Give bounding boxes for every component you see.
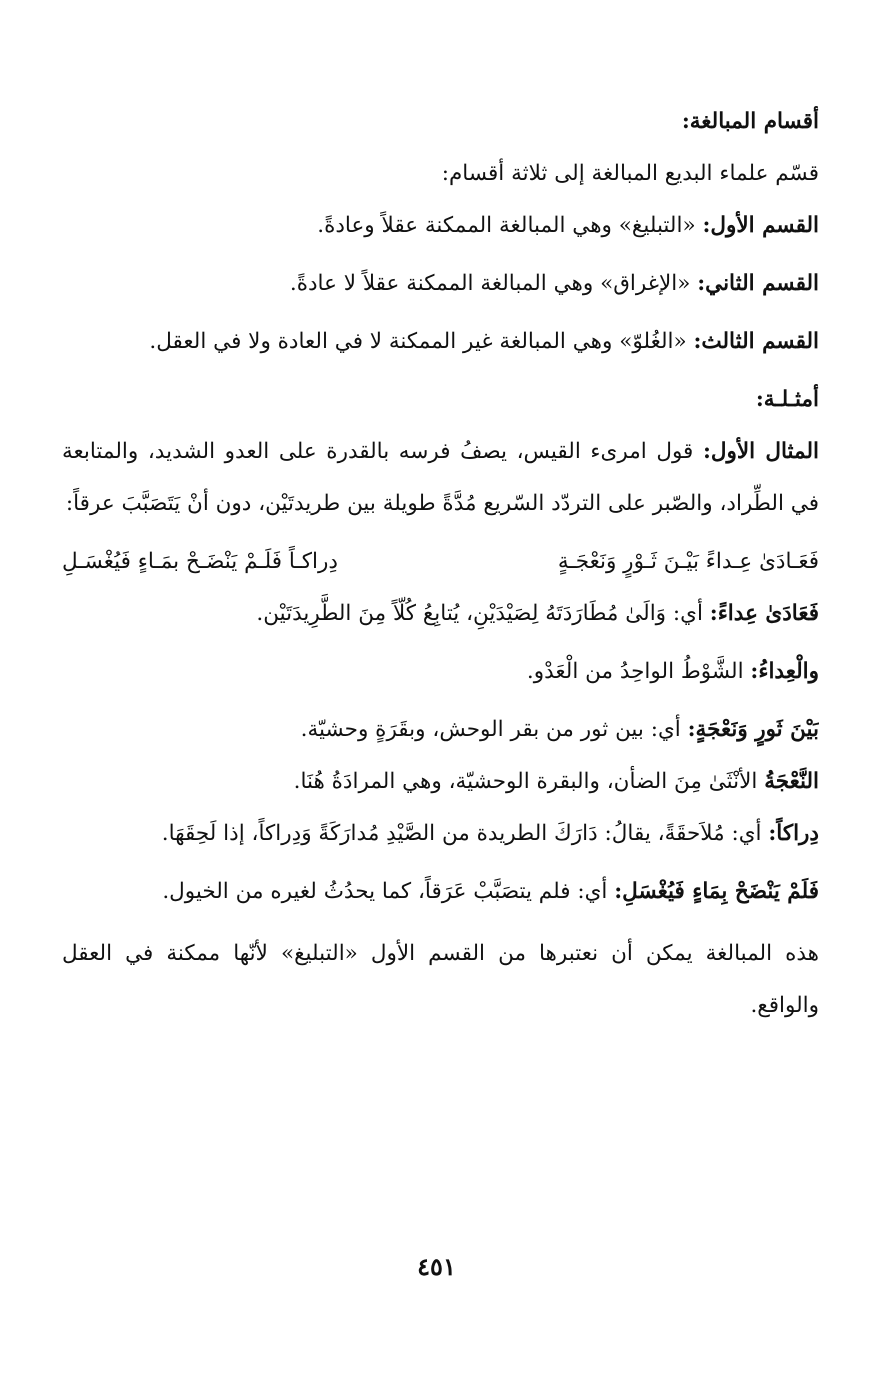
definition-text: الأنْثَىٰ مِنَ الضأن، والبقرة الوحشيّة، وهي المرادَةُ هُنَا. — [293, 769, 765, 794]
example-text: قول امرىء القيس، يصفُ فرسه بالقدرة على العدو الشديد، والمتابعة في الطِّراد، والصّبر على التردّد السّريع مُدَّةً طويلة بين طريدتَيْن، دون أنْ يَتَصَبَّبَ عرقاً: — [62, 439, 819, 516]
definition-term: فَعَادَىٰ عِداءً: — [709, 601, 819, 626]
section-heading: أقسام المبالغة: — [681, 109, 819, 134]
conclusion-paragraph: هذه المبالغة يمكن أن نعتبرها من القسم الأول «التبليغ» لأنّها ممكنة في العقل والواقع. — [62, 941, 819, 1018]
page-body — [62, 96, 819, 1032]
example-label: المثال الأول: — [702, 439, 819, 464]
definition-item — [62, 704, 819, 756]
definition-term: فَلَمْ يَنْضَحْ بِمَاءٍ فَيُغْسَلِ: — [614, 879, 819, 904]
section-item — [62, 258, 819, 310]
definition-item — [62, 866, 819, 918]
definition-text: أي: وَالَىٰ مُطَارَدَتَهُ لِصَيْدَيْنِ، يُتابِعُ كُلّاً مِنَ الطَّرِيدَتَيْن. — [256, 601, 710, 626]
section-text: «الإغراق» وهي المبالغة الممكنة عقلاً لا عادةً. — [289, 271, 698, 296]
verse-first-hemistich: فَعَـادَىٰ عِـداءً بَيْـنَ ثَـوْرٍ وَنَعْجَـةٍ — [557, 549, 819, 574]
section-text: «التبليغ» وهي المبالغة الممكنة عقلاً وعادةً. — [317, 213, 703, 238]
definition-term: بَيْنَ ثَورٍ وَنَعْجَةٍ: — [687, 717, 819, 742]
definition-term: دِراكاً: — [768, 821, 819, 846]
section-label: القسم الثالث: — [693, 329, 819, 354]
page-number: ٤٥١ — [417, 1252, 456, 1281]
definition-term: والْعِداءُ: — [750, 659, 819, 684]
definition-item — [62, 808, 819, 860]
definition-text: الشَّوْطُ الواحِدُ من الْعَدْو. — [526, 659, 751, 684]
definition-text: أي: مُلاَحقَةً، يقالُ: دَارَكَ الطريدة من الصَّيْدِ مُدارَكَةً وَدِراكاً، إذا لَحِقَهَا. — [161, 821, 769, 846]
section-label: القسم الأول: — [702, 213, 819, 238]
definition-item — [62, 588, 819, 640]
example-paragraph — [62, 426, 819, 530]
section-item — [62, 316, 819, 368]
section-item — [62, 200, 819, 252]
definition-item — [62, 646, 819, 698]
verse-second-hemistich: دِراكـاً فَلَـمْ يَنْضَـحْ بمَـاءٍ فَيُغْسَـلِ — [62, 549, 338, 574]
section-label: القسم الثاني: — [697, 271, 819, 296]
poetry-verse — [62, 536, 819, 588]
intro-text: قسّم علماء البديع المبالغة إلى ثلاثة أقسام: — [441, 161, 819, 186]
definition-term: النَّعْجَةُ — [764, 769, 819, 794]
definition-text: أي: فلم يتصَبَّبْ عَرَقاً، كما يحدُثُ لغيره من الخيول. — [162, 879, 615, 904]
definition-text: أي: بين ثور من بقر الوحش، وبقَرَةٍ وحشيّة. — [300, 717, 688, 742]
examples-heading: أمثـلـة: — [755, 387, 819, 412]
definition-item — [62, 756, 819, 808]
section-text: «الغُلوّ» وهي المبالغة غير الممكنة لا في العادة ولا في العقل. — [149, 329, 694, 354]
